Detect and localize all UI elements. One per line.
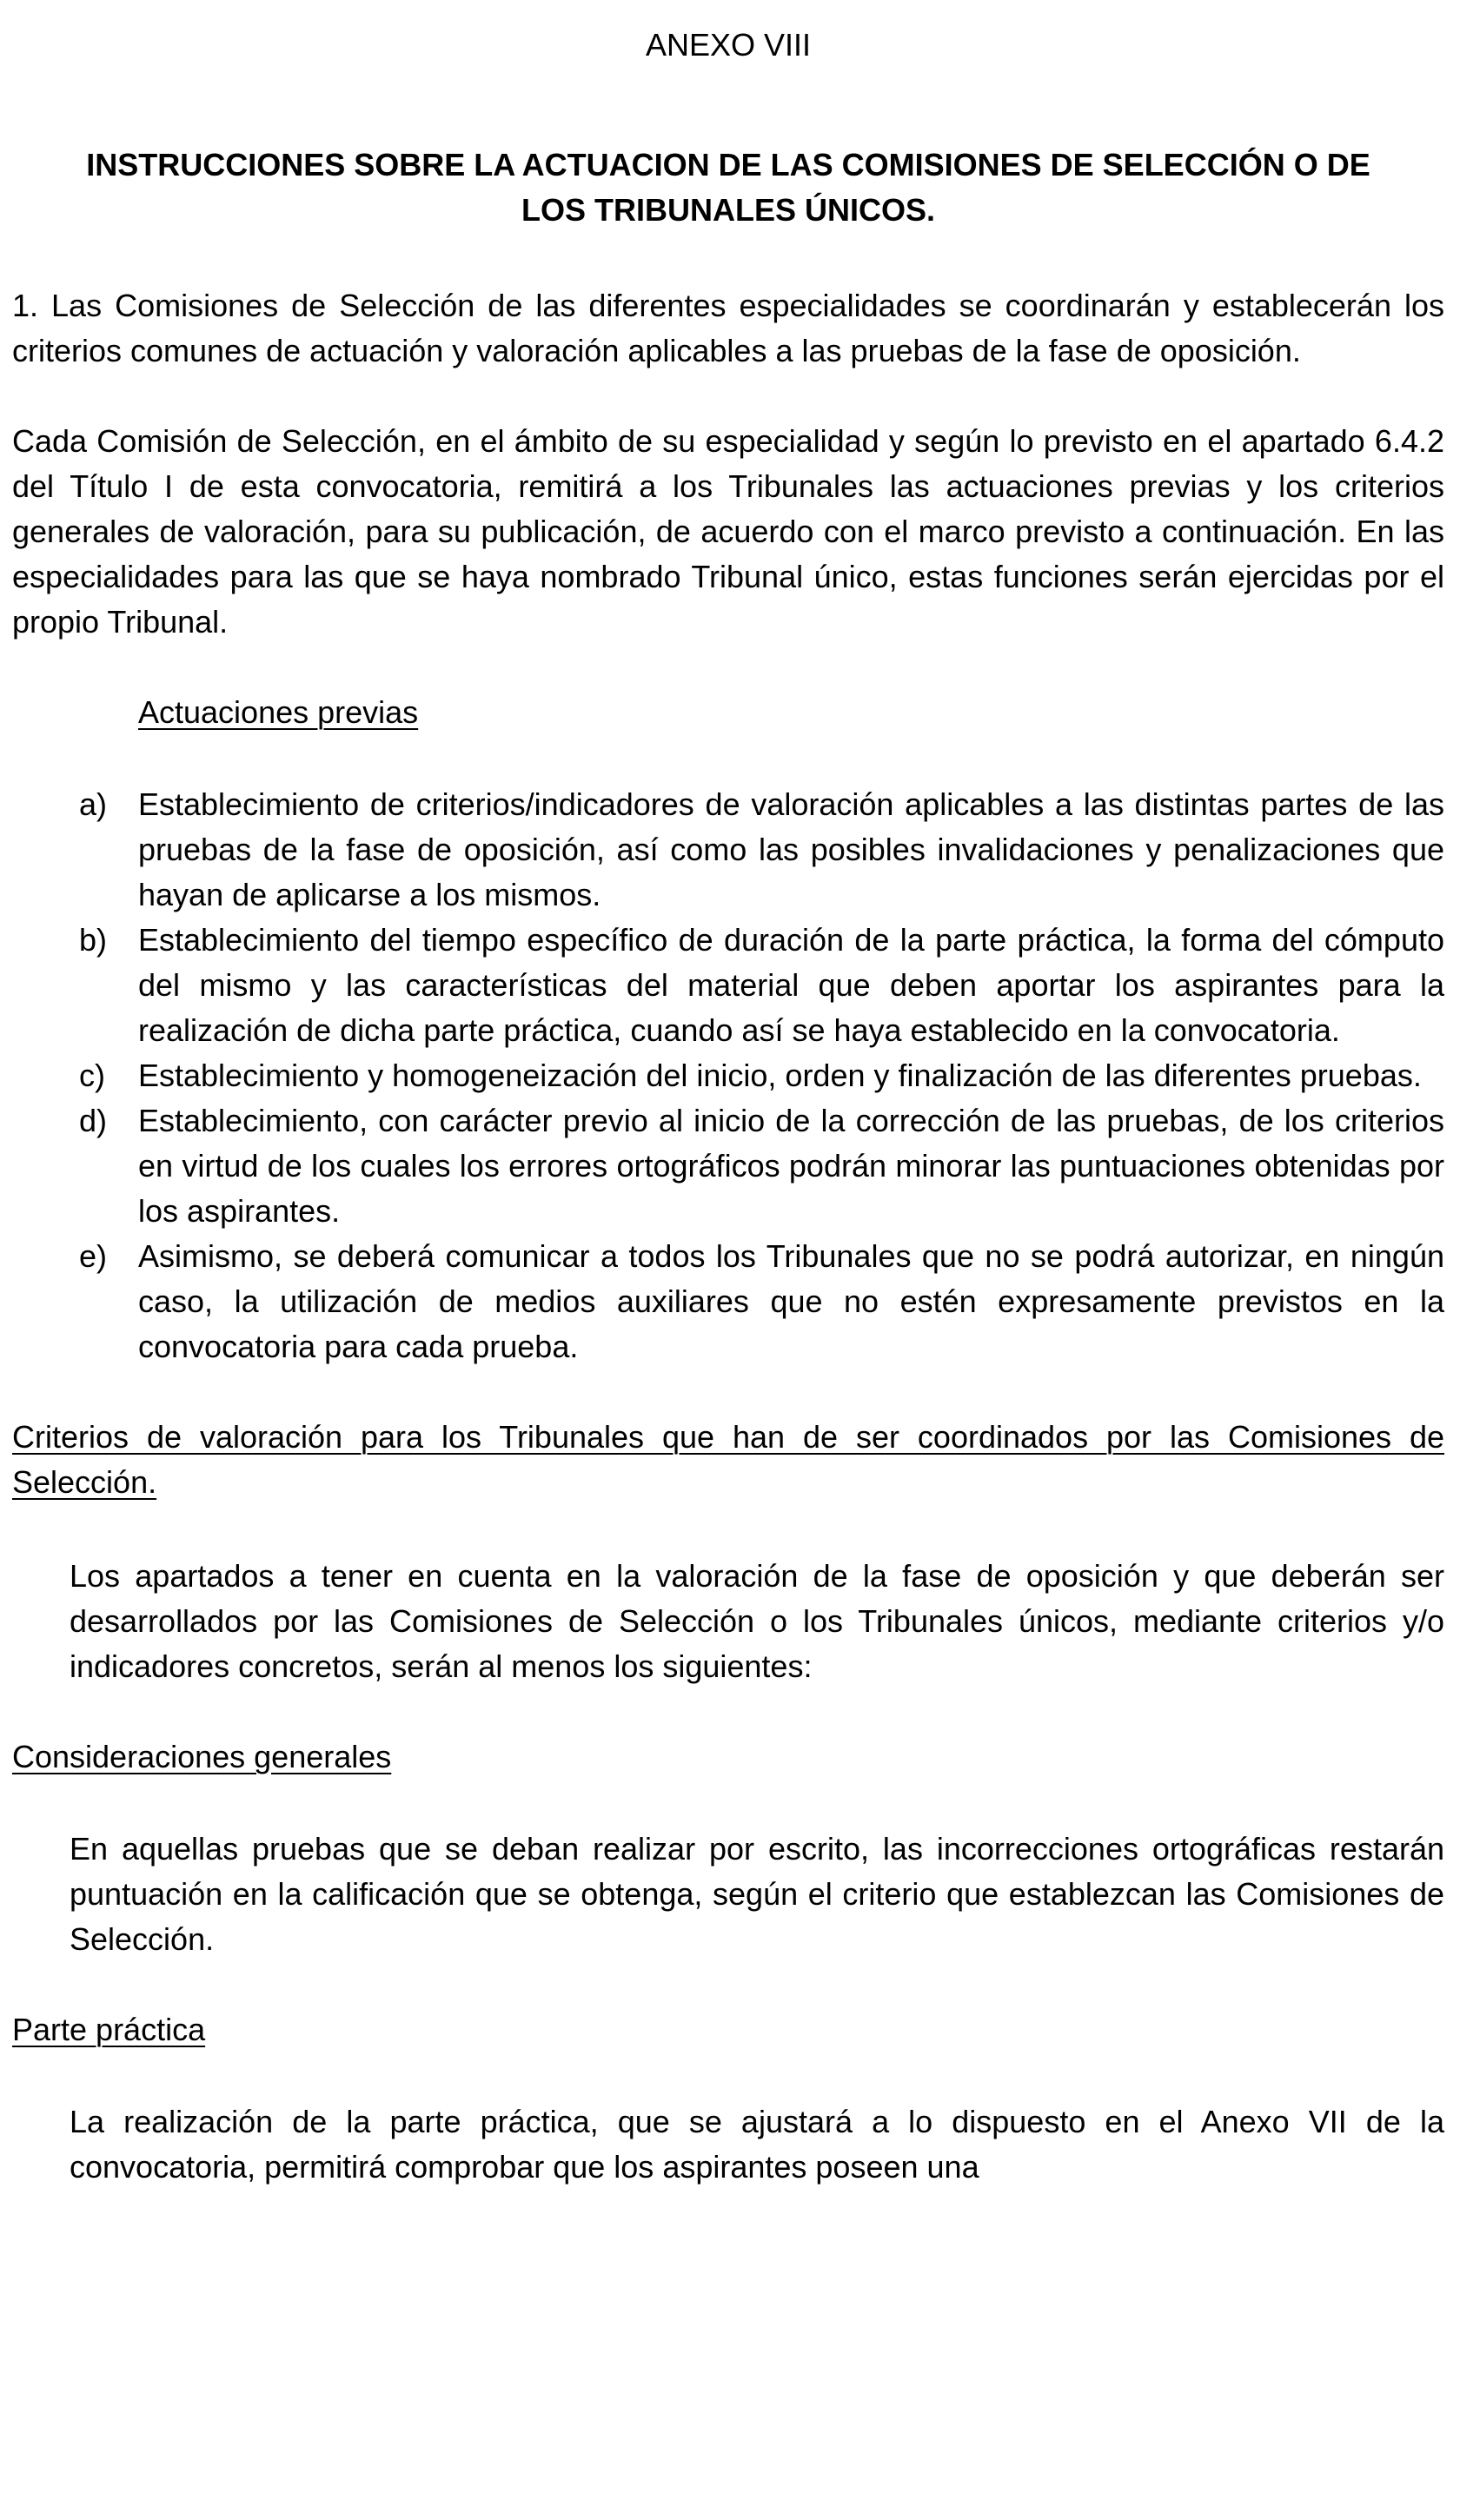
list-item-b-text: Establecimiento del tiempo específico de duración de la parte práctica, la forma del cómputo del mismo y las características del material que deben aportar los aspirantes para la realización de dicha parte práctica, cuando así se haya establecido en la convocatoria. — [138, 922, 1444, 1048]
list-item-c — [79, 1053, 1444, 1098]
list-item-e — [79, 1234, 1444, 1369]
annex-title: ANEXO VIII — [645, 27, 812, 63]
criterios-valoracion-paragraph: Los apartados a tener en cuenta en la valoración de la fase de oposición y que deberán ser desarrollados por las Comisiones de Selección o los Tribunales únicos, mediante criterios y/o indicadores concretos, serán al menos los siguientes: — [70, 1558, 1444, 1684]
list-item-b-marker: b) — [79, 922, 108, 958]
list-item-a-text: Establecimiento de criterios/indicadores de valoración aplicables a las distintas partes de las pruebas de la fase de oposición, así como las posibles invalidaciones y penalizaciones que hayan de aplicarse a los mismos. — [138, 786, 1444, 912]
intro-paragraph-1: 1. Las Comisiones de Selección de las diferentes especialidades se coordinarán y establecerán los criterios comunes de actuación y valoración aplicables a las pruebas de la fase de oposición. — [12, 288, 1444, 368]
consideraciones-generales-paragraph: En aquellas pruebas que se deban realizar por escrito, las incorrecciones ortográficas restarán puntuación en la calificación que se obtenga, según el criterio que establezcan las Comisiones de Selección. — [70, 1831, 1444, 1957]
intro-paragraph-2: Cada Comisión de Selección, en el ámbito de su especialidad y según lo previsto en el apartado 6.4.2 del Título I de esta convocatoria, remitirá a los Tribunales las actuaciones previas y los criterios generales de valoración, para su publicación, de acuerdo con el marco previsto a continuación. En las especialidades para las que se haya nombrado Tribunal único, estas funciones serán ejercidas por el propio Tribunal. — [12, 423, 1444, 640]
actuaciones-previas-list — [79, 782, 1444, 1369]
list-item-e-marker: e) — [79, 1238, 108, 1274]
section-heading-actuaciones-previas: Actuaciones previas — [138, 694, 419, 730]
list-item-b — [79, 918, 1444, 1053]
parte-practica-paragraph: La realización de la parte práctica, que se ajustará a lo dispuesto en el Anexo VII de la convocatoria, permitirá comprobar que los aspirantes poseen una — [70, 2104, 1444, 2185]
list-item-d-marker: d) — [79, 1103, 108, 1138]
section-heading-consideraciones-generales: Consideraciones generales — [12, 1739, 392, 1774]
list-item-c-marker: c) — [79, 1058, 105, 1093]
list-item-c-text: Establecimiento y homogeneización del inicio, orden y finalización de las diferentes pruebas. — [138, 1058, 1422, 1093]
list-item-d — [79, 1098, 1444, 1234]
list-item-d-text: Establecimiento, con carácter previo al inicio de la corrección de las pruebas, de los criterios en virtud de los cuales los errores ortográficos podrán minorar las puntuaciones obtenidas por los aspirantes. — [138, 1103, 1444, 1229]
list-item-a — [79, 782, 1444, 918]
list-item-e-text: Asimismo, se deberá comunicar a todos los Tribunales que no se podrá autorizar, en ningún caso, la utilización de medios auxiliares que no estén expresamente previstos en la convocatoria para cada prueba. — [138, 1238, 1444, 1364]
section-heading-criterios-valoracion: Criterios de valoración para los Tribunales que han de ser coordinados por las Comisiones de Selección. — [12, 1419, 1444, 1500]
main-heading: INSTRUCCIONES SOBRE LA ACTUACION DE LAS COMISIONES DE SELECCIÓN O DE LOS TRIBUNALES ÚNICOS. — [86, 147, 1370, 228]
list-item-a-marker: a) — [79, 786, 108, 822]
section-heading-parte-practica: Parte práctica — [12, 2012, 206, 2047]
